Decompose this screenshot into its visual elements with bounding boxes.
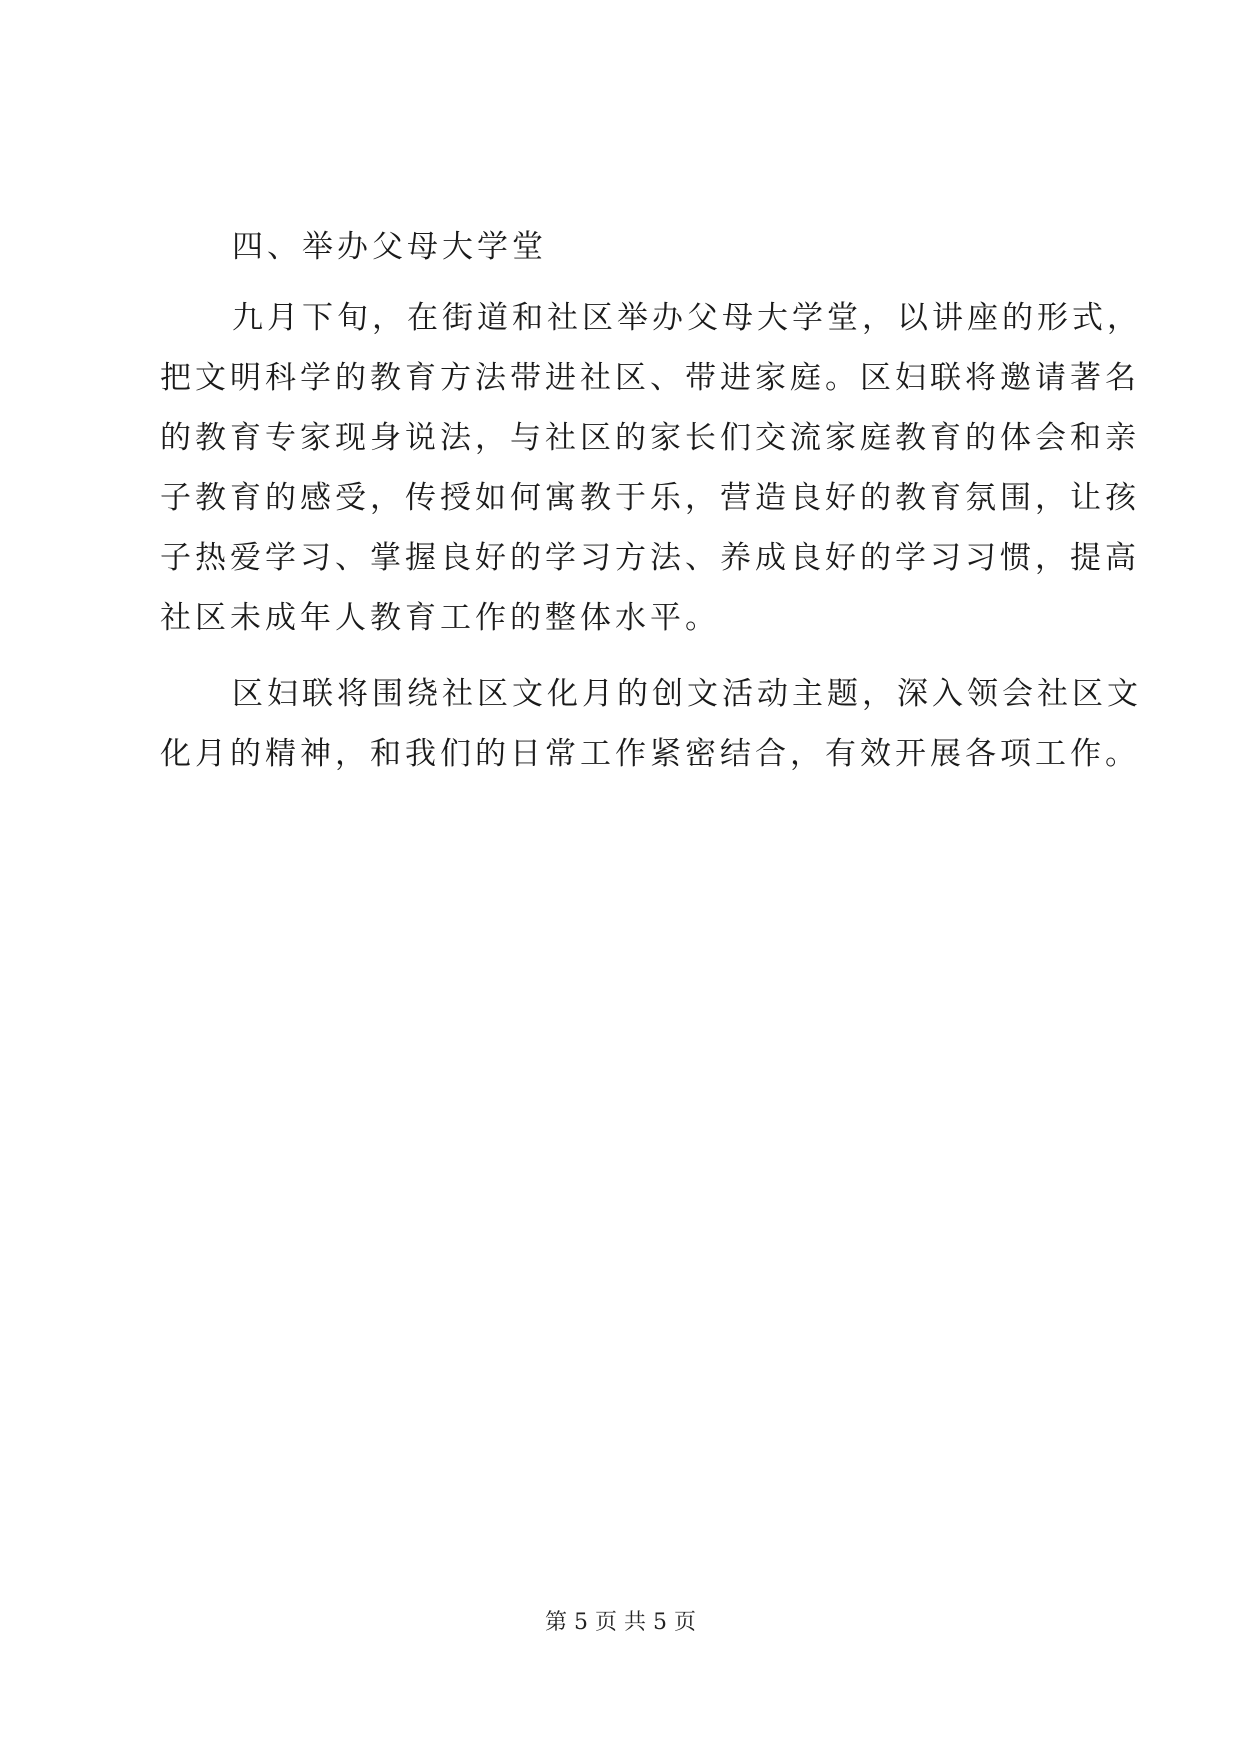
paragraph-line: 的教育专家现身说法，与社区的家长们交流家庭教育的体会和亲 (160, 420, 1140, 456)
page-number-footer: 第 5 页 共 5 页 (545, 1610, 696, 1635)
paragraph-parents-school (160, 288, 1142, 648)
paragraph-line: 子热爱学习、掌握良好的学习方法、养成良好的学习习惯，提高 (160, 540, 1140, 576)
paragraph-line: 把文明科学的教育方法带进社区、带进家庭。区妇联将邀请著名 (160, 360, 1140, 396)
paragraph-line: 区妇联将围绕社区文化月的创文活动主题，深入领会社区文 (232, 676, 1142, 712)
paragraph-conclusion (160, 664, 1142, 784)
document-body (160, 222, 1142, 800)
paragraph-line: 社区未成年人教育工作的整体水平。 (160, 600, 720, 636)
section-heading: 四、举办父母大学堂 (232, 229, 547, 265)
paragraph-line: 子教育的感受，传授如何寓教于乐，营造良好的教育氛围，让孩 (160, 480, 1140, 516)
paragraph-line: 化月的精神，和我们的日常工作紧密结合，有效开展各项工作。 (160, 736, 1140, 772)
paragraph-line: 九月下旬，在街道和社区举办父母大学堂，以讲座的形式， (232, 300, 1142, 336)
